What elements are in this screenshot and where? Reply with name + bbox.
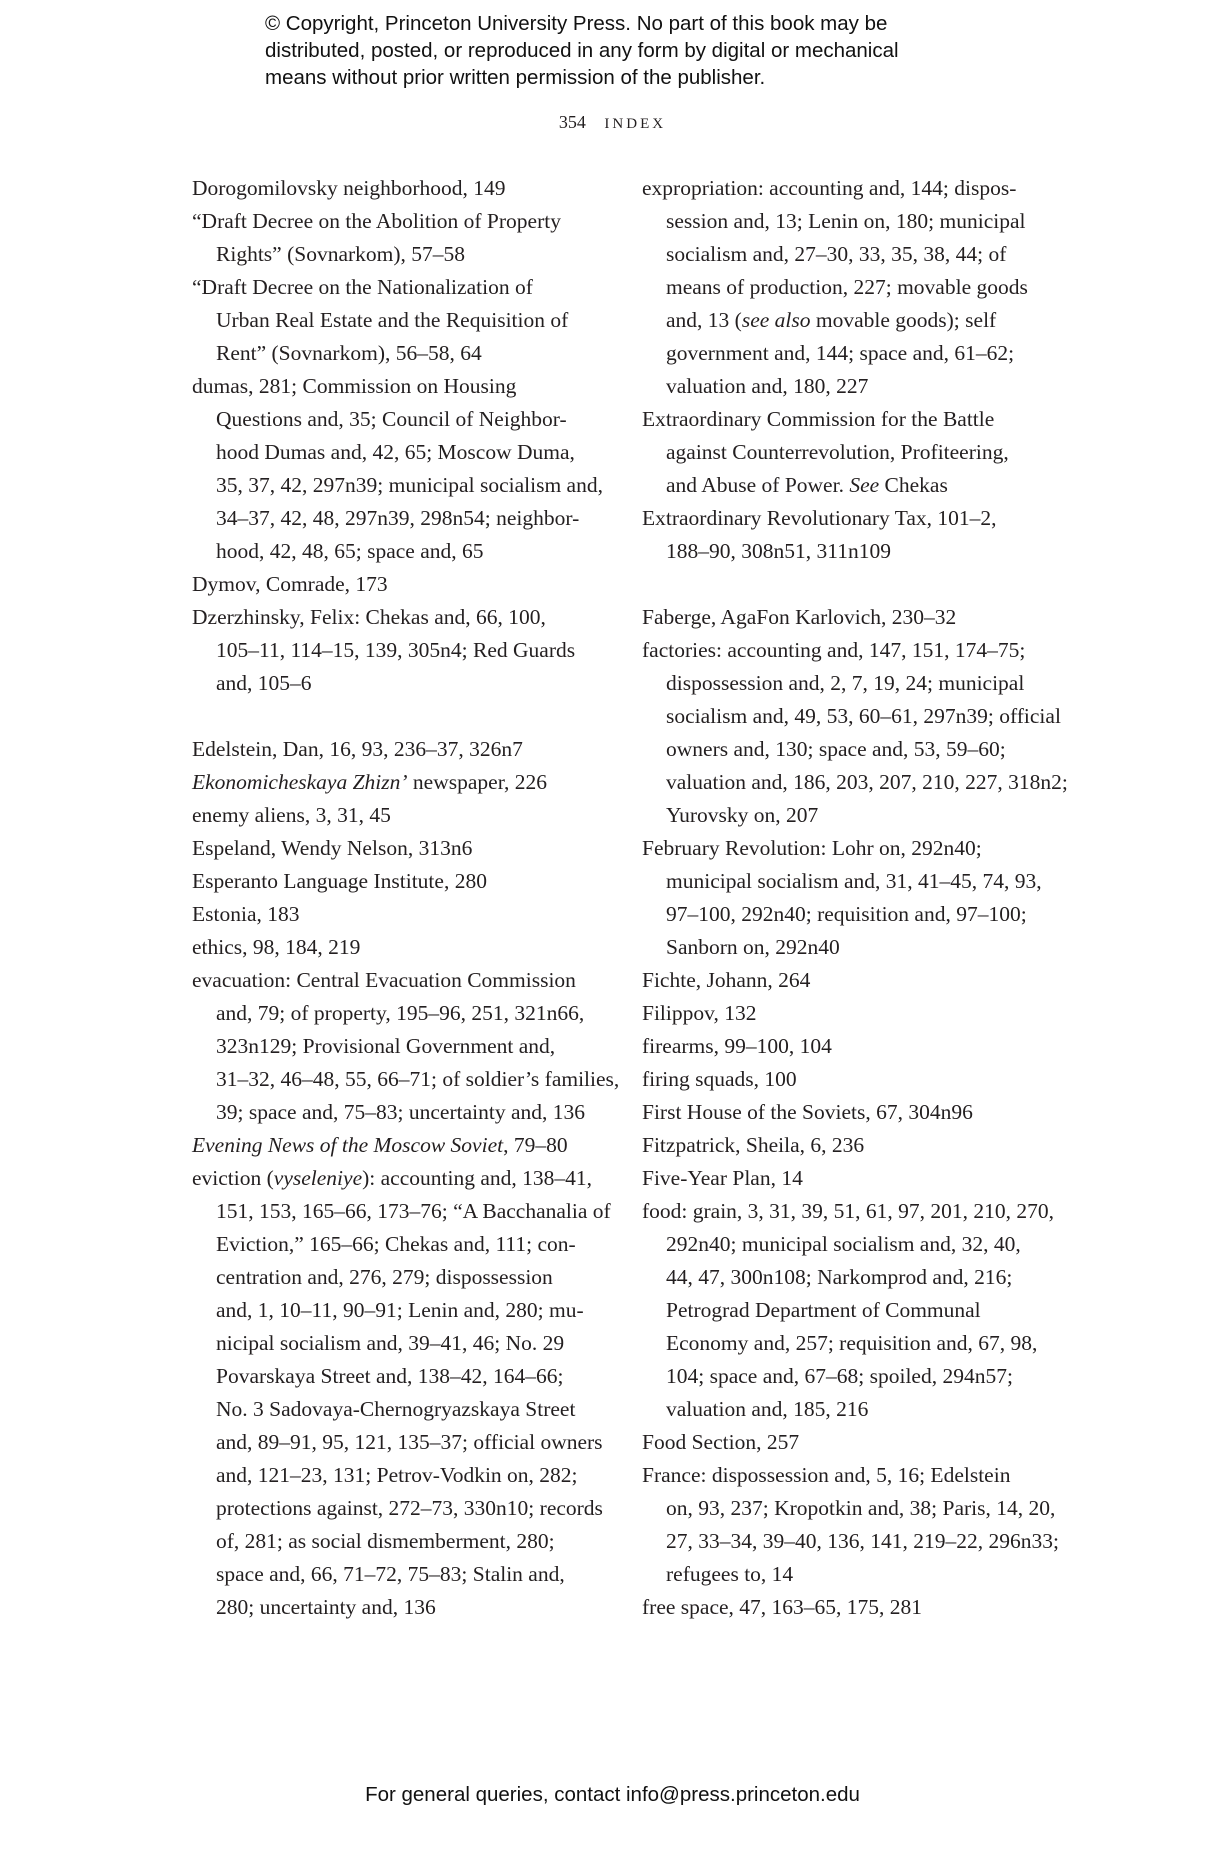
index-entry-line: 39; space and, 75–83; uncertainty and, 136 — [216, 1100, 585, 1124]
index-entry-line: Yurovsky on, 207 — [666, 803, 819, 827]
footer-contact: For general queries, contact info@press.princeton.edu — [365, 1783, 860, 1806]
index-entry-line: Fichte, Johann, 264 — [642, 968, 811, 992]
index-entry — [642, 601, 1052, 634]
index-entry-line: Urban Real Estate and the Requisition of — [216, 308, 569, 332]
text-segment: eviction ( — [192, 1166, 274, 1190]
index-entry — [192, 964, 620, 1129]
index-entry — [192, 832, 602, 865]
index-entry-line: Sanborn on, 292n40 — [666, 935, 840, 959]
index-entry-line: hood Dumas and, 42, 65; Moscow Duma, — [216, 440, 575, 464]
index-entry-line: Questions and, 35; Council of Neighbor- — [216, 407, 567, 431]
italic-segment: See — [849, 473, 880, 497]
index-entry-line: 31–32, 46–48, 55, 66–71; of soldier’s families, — [216, 1067, 620, 1091]
index-entry-line — [192, 1129, 602, 1162]
index-entry-line: dispossession and, 2, 7, 19, 24; municipal — [666, 671, 1025, 695]
index-entry-line: session and, 13; Lenin on, 180; municipal — [666, 209, 1026, 233]
text-segment: and Abuse of Power. — [666, 473, 850, 497]
index-entry — [192, 1162, 611, 1624]
index-entry — [642, 1426, 1052, 1459]
page-number: 354 — [558, 112, 586, 132]
index-entry-line: Fitzpatrick, Sheila, 6, 236 — [642, 1133, 865, 1157]
text-segment: , 79–80 — [503, 1133, 568, 1157]
index-entry-line: owners and, 130; space and, 53, 59–60; — [666, 737, 1006, 761]
index-entry-line: 323n129; Provisional Government and, — [216, 1034, 556, 1058]
index-entry — [642, 1063, 1052, 1096]
index-entry — [642, 1162, 1052, 1195]
index-entry — [192, 733, 602, 766]
index-entry-line: dumas, 281; Commission on Housing — [192, 374, 517, 398]
index-entry-line: nicipal socialism and, 39–41, 46; No. 29 — [216, 1331, 565, 1355]
index-entry — [192, 865, 602, 898]
index-entry-line: No. 3 Sadovaya-Chernogryazskaya Street — [216, 1397, 576, 1421]
index-entry-line: Eviction,” 165–66; Chekas and, 111; con- — [216, 1232, 576, 1256]
index-entry-line: food: grain, 3, 31, 39, 51, 61, 97, 201, 210, 270, — [642, 1199, 1055, 1223]
index-entry-line: 104; space and, 67–68; spoiled, 294n57; — [666, 1364, 1013, 1388]
index-entry-line: Five-Year Plan, 14 — [642, 1166, 803, 1190]
index-entry — [642, 1129, 1052, 1162]
index-entry-line: “Draft Decree on the Abolition of Property — [192, 209, 561, 233]
index-entry-line: firearms, 99–100, 104 — [642, 1034, 832, 1058]
index-entry — [192, 568, 602, 601]
text-segment: movable goods); self — [810, 308, 997, 332]
index-entry-line: 27, 33–34, 39–40, 136, 141, 219–22, 296n33; — [666, 1529, 1059, 1553]
index-entry-line: valuation and, 186, 203, 207, 210, 227, 318n2; — [666, 770, 1068, 794]
index-entry-line — [192, 766, 602, 799]
index-entry-line: ethics, 98, 184, 219 — [192, 935, 361, 959]
index-entry-line: of, 281; as social dismemberment, 280; — [216, 1529, 555, 1553]
index-entry-line: socialism and, 49, 53, 60–61, 297n39; official — [666, 704, 1061, 728]
italic-segment: vyseleniye — [273, 1166, 363, 1190]
index-entry-line: 97–100, 292n40; requisition and, 97–100; — [666, 902, 1027, 926]
index-entry-line: socialism and, 27–30, 33, 35, 38, 44; of — [666, 242, 1007, 266]
index-entry — [192, 271, 602, 370]
index-entry-line: Extraordinary Commission for the Battle — [642, 407, 995, 431]
index-entry — [192, 799, 602, 832]
index-entry-line: 35, 37, 42, 297n39; municipal socialism and, — [216, 473, 603, 497]
index-entry — [642, 1030, 1052, 1063]
index-entry-line: against Counterrevolution, Profiteering, — [666, 440, 1009, 464]
index-entry-line: valuation and, 185, 216 — [666, 1397, 869, 1421]
index-entry-line: Dzerzhinsky, Felix: Chekas and, 66, 100, — [192, 605, 546, 629]
index-entry-line: 280; uncertainty and, 136 — [216, 1595, 436, 1619]
letter-group-gap — [192, 700, 602, 733]
index-entry-line: 105–11, 114–15, 139, 305n4; Red Guards — [216, 638, 576, 662]
index-entry-line: France: dispossession and, 5, 16; Edelstein — [642, 1463, 1011, 1487]
index-entry-line: Rights” (Sovnarkom), 57–58 — [216, 242, 466, 266]
index-entry — [192, 766, 602, 799]
letter-group-gap — [642, 568, 1052, 601]
index-entry-line: 151, 153, 165–66, 173–76; “A Bacchanalia of — [216, 1199, 611, 1223]
text-segment: newspaper, 226 — [407, 770, 547, 794]
index-entry-line: refugees to, 14 — [666, 1562, 794, 1586]
index-entry-line: municipal socialism and, 31, 41–45, 74, 93, — [666, 869, 1042, 893]
index-entry-line: Dorogomilovsky neighborhood, 149 — [192, 176, 506, 200]
index-entry-line: means of production, 227; movable goods — [666, 275, 1028, 299]
index-entry-line: hood, 42, 48, 65; space and, 65 — [216, 539, 484, 563]
index-entry-line: Rent” (Sovnarkom), 56–58, 64 — [216, 341, 482, 365]
copyright-line: © Copyright, Princeton University Press. No part of this book may be — [265, 12, 888, 35]
section-title: INDEX — [604, 116, 667, 132]
index-entry-line — [642, 469, 1052, 502]
index-entry-line: firing squads, 100 — [642, 1067, 797, 1091]
index-entry-line: 44, 47, 300n108; Narkomprod and, 216; — [666, 1265, 1013, 1289]
index-entry-line: and, 1, 10–11, 90–91; Lenin and, 280; mu- — [216, 1298, 584, 1322]
index-entry-line: evacuation: Central Evacuation Commission — [192, 968, 576, 992]
text-segment: Chekas — [879, 473, 948, 497]
index-entry-line: 292n40; municipal socialism and, 32, 40, — [666, 1232, 1021, 1256]
index-entry — [642, 1459, 1059, 1591]
index-entry-line: Food Section, 257 — [642, 1430, 800, 1454]
italic-segment: Ekonomicheskaya Zhizn’ — [192, 770, 408, 794]
index-entry-line: expropriation: accounting and, 144; dispos- — [642, 176, 1017, 200]
index-entry-line: on, 93, 237; Kropotkin and, 38; Paris, 14, 20, — [666, 1496, 1056, 1520]
index-entry — [642, 964, 1052, 997]
index-entry-line: and, 105–6 — [216, 671, 312, 695]
index-entry — [192, 931, 602, 964]
index-entry-line: 34–37, 42, 48, 297n39, 298n54; neighbor- — [216, 506, 580, 530]
index-entry-line — [192, 1162, 602, 1195]
index-entry-line: and, 79; of property, 195–96, 251, 321n66, — [216, 1001, 585, 1025]
index-entry-line: Edelstein, Dan, 16, 93, 236–37, 326n7 — [192, 737, 523, 761]
text-segment: ): accounting and, 138–41, — [362, 1166, 593, 1190]
index-entry-line: Dymov, Comrade, 173 — [192, 572, 388, 596]
index-entry-line: 188–90, 308n51, 311n109 — [666, 539, 891, 563]
index-entry-line: protections against, 272–73, 330n10; records — [216, 1496, 603, 1520]
index-entry — [642, 403, 1052, 502]
index-entry-line: centration and, 276, 279; dispossession — [216, 1265, 553, 1289]
index-entry — [642, 502, 1052, 568]
copyright-notice — [265, 10, 899, 91]
index-entry — [192, 1129, 602, 1162]
index-entry-line: Povarskaya Street and, 138–42, 164–66; — [216, 1364, 564, 1388]
italic-segment: see also — [741, 308, 811, 332]
index-entry — [642, 1591, 1052, 1624]
index-entry-line: Estonia, 183 — [192, 902, 300, 926]
index-entry-line: Esperanto Language Institute, 280 — [192, 869, 487, 893]
index-entry-line: Petrograd Department of Communal — [666, 1298, 981, 1322]
index-entry-line: government and, 144; space and, 61–62; — [666, 341, 1015, 365]
index-entry — [642, 832, 1052, 964]
index-entry-line: First House of the Soviets, 67, 304n96 — [642, 1100, 973, 1124]
index-entry-line: free space, 47, 163–65, 175, 281 — [642, 1595, 923, 1619]
index-entry-line: “Draft Decree on the Nationalization of — [192, 275, 533, 299]
index-entry — [642, 997, 1052, 1030]
index-entry-line: valuation and, 180, 227 — [666, 374, 869, 398]
index-entry — [642, 1195, 1055, 1426]
copyright-line: distributed, posted, or reproduced in any form by digital or mechanical — [265, 39, 899, 62]
running-head — [0, 112, 1225, 133]
index-entry — [642, 172, 1052, 403]
index-entry — [192, 172, 602, 205]
text-segment: and, 13 ( — [666, 308, 742, 332]
index-entry — [192, 898, 602, 931]
index-entry-line: February Revolution: Lohr on, 292n40; — [642, 836, 982, 860]
index-entry — [192, 370, 602, 568]
index-entry-line: factories: accounting and, 147, 151, 174–75; — [642, 638, 1026, 662]
index-entry — [642, 1096, 1052, 1129]
index-entry-line: space and, 66, 71–72, 75–83; Stalin and, — [216, 1562, 565, 1586]
index-entry — [642, 634, 1068, 832]
copyright-line: means without prior written permission of the publisher. — [265, 66, 766, 89]
index-entry-line: Economy and, 257; requisition and, 67, 98, — [666, 1331, 1038, 1355]
index-column-right — [642, 172, 1068, 1624]
index-entry-line: Espeland, Wendy Nelson, 313n6 — [192, 836, 473, 860]
index-entry-line: Faberge, AgaFon Karlovich, 230–32 — [642, 605, 957, 629]
index-column-left — [192, 172, 620, 1624]
index-entry-line: and, 89–91, 95, 121, 135–37; official owners — [216, 1430, 603, 1454]
index-entry — [192, 205, 602, 271]
index-entry-line — [642, 304, 1052, 337]
index-entry-line: Extraordinary Revolutionary Tax, 101–2, — [642, 506, 997, 530]
index-entry-line: enemy aliens, 3, 31, 45 — [192, 803, 391, 827]
index-entry-line: Filippov, 132 — [642, 1001, 757, 1025]
italic-segment: Evening News of the Moscow Soviet — [192, 1133, 504, 1157]
index-entry-line: and, 121–23, 131; Petrov-Vodkin on, 282; — [216, 1463, 578, 1487]
index-entry — [192, 601, 602, 700]
